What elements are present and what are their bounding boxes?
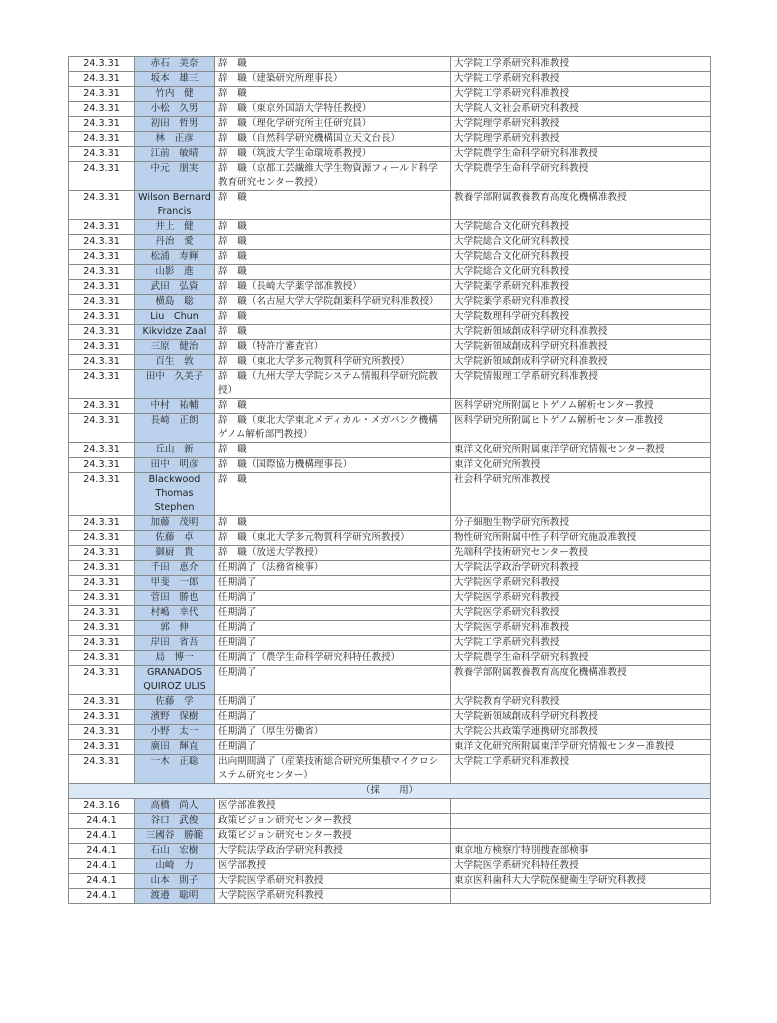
retirement-row (69, 355, 711, 370)
name-cell: 一木 正聡 (135, 755, 215, 784)
post-cell: 大学院情報理工学系研究科准教授 (451, 370, 711, 399)
date-cell: 24.3.31 (69, 414, 135, 443)
retirement-row (69, 370, 711, 399)
date-cell: 24.3.31 (69, 340, 135, 355)
name-cell: Blackwood Thomas Stephen (135, 473, 215, 516)
name-cell: 松浦 寿輝 (135, 250, 215, 265)
name-cell: 局 博一 (135, 651, 215, 666)
post-cell: 教養学部附属教養教育高度化機構准教授 (451, 666, 711, 695)
date-cell: 24.3.31 (69, 325, 135, 340)
date-cell: 24.3.31 (69, 621, 135, 636)
note-cell: 任期満了 (215, 740, 451, 755)
retirement-row (69, 531, 711, 546)
date-cell: 24.3.31 (69, 250, 135, 265)
post-cell: 大学院新領域創成科学研究科准教授 (451, 325, 711, 340)
post-cell: 大学院総合文化研究科教授 (451, 235, 711, 250)
name-cell: 菅田 勝也 (135, 591, 215, 606)
name-cell: 初田 哲男 (135, 117, 215, 132)
post-cell (451, 799, 711, 814)
date-cell: 24.3.31 (69, 162, 135, 191)
retirement-row (69, 666, 711, 695)
post-cell (451, 889, 711, 904)
name-cell: 小野 太一 (135, 725, 215, 740)
post-cell: 大学院農学生命科学研究科教授 (451, 651, 711, 666)
date-cell: 24.4.1 (69, 874, 135, 889)
note-cell: 辞 職 (215, 516, 451, 531)
note-cell: 辞 職（京都工芸繊維大学生物資源フィールド科学教育研究センター教授） (215, 162, 451, 191)
name-cell: 長崎 正朗 (135, 414, 215, 443)
post-cell: 教養学部附属教養教育高度化機構准教授 (451, 191, 711, 220)
post-cell: 大学院総合文化研究科教授 (451, 265, 711, 280)
hiring-row (69, 814, 711, 829)
date-cell: 24.3.31 (69, 546, 135, 561)
hiring-row (69, 874, 711, 889)
note-cell: 医学部准教授 (215, 799, 451, 814)
note-cell: 任期満了 (215, 621, 451, 636)
post-cell: 先端科学技術研究センター教授 (451, 546, 711, 561)
name-cell: 山影 進 (135, 265, 215, 280)
name-cell: 渡邉 聡明 (135, 889, 215, 904)
post-cell: 大学院医学系研究科教授 (451, 576, 711, 591)
date-cell: 24.3.31 (69, 295, 135, 310)
post-cell: 大学院農学生命科学研究科教授 (451, 162, 711, 191)
post-cell: 大学院薬学系研究科准教授 (451, 295, 711, 310)
note-cell: 政策ビジョン研究センター教授 (215, 829, 451, 844)
hiring-row (69, 799, 711, 814)
post-cell: 大学院総合文化研究科教授 (451, 220, 711, 235)
note-cell: 辞 職（東北大学東北メディカル・メガバンク機構ゲノム解析部門教授） (215, 414, 451, 443)
post-cell: 大学院人文社会系研究科教授 (451, 102, 711, 117)
note-cell: 辞 職 (215, 265, 451, 280)
note-cell: 辞 職（九州大学大学院システム情報科学研究院教授） (215, 370, 451, 399)
post-cell: 大学院総合文化研究科教授 (451, 250, 711, 265)
date-cell: 24.3.31 (69, 636, 135, 651)
retirement-row (69, 443, 711, 458)
name-cell: 甲斐 一郎 (135, 576, 215, 591)
note-cell: 辞 職（放送大学教授） (215, 546, 451, 561)
name-cell: 山本 則子 (135, 874, 215, 889)
date-cell: 24.3.16 (69, 799, 135, 814)
post-cell: 大学院医学系研究科教授 (451, 606, 711, 621)
retirement-row (69, 710, 711, 725)
name-cell: 三國谷 勝範 (135, 829, 215, 844)
post-cell: 大学院新領域創成科学研究科准教授 (451, 355, 711, 370)
note-cell: 任期満了 (215, 710, 451, 725)
post-cell: 大学院教育学研究科教授 (451, 695, 711, 710)
name-cell: 廣田 輝直 (135, 740, 215, 755)
note-cell: 辞 職（筑波大学生命環境系教授） (215, 147, 451, 162)
post-cell: 医科学研究所附属ヒトゲノム解析センター教授 (451, 399, 711, 414)
retirement-row (69, 265, 711, 280)
name-cell: 横島 聡 (135, 295, 215, 310)
note-cell: 任期満了 (215, 636, 451, 651)
name-cell: 武田 弘資 (135, 280, 215, 295)
retirement-row (69, 250, 711, 265)
date-cell: 24.3.31 (69, 740, 135, 755)
date-cell: 24.3.31 (69, 310, 135, 325)
name-cell: Kikvidze Zaal (135, 325, 215, 340)
date-cell: 24.4.1 (69, 814, 135, 829)
retirement-row (69, 414, 711, 443)
name-cell: 中元 朋実 (135, 162, 215, 191)
post-cell: 東京医科歯科大大学院保健衛生学研究科教授 (451, 874, 711, 889)
hiring-row (69, 844, 711, 859)
post-cell (451, 814, 711, 829)
post-cell (451, 829, 711, 844)
retirement-row (69, 606, 711, 621)
note-cell: 辞 職 (215, 473, 451, 516)
date-cell: 24.3.31 (69, 473, 135, 516)
note-cell: 任期満了 (215, 576, 451, 591)
name-cell: Liu Chun (135, 310, 215, 325)
retirement-row (69, 755, 711, 784)
personnel-table (68, 56, 711, 904)
post-cell: 物性研究所附属中性子科学研究施設准教授 (451, 531, 711, 546)
date-cell: 24.3.31 (69, 531, 135, 546)
name-cell: 江前 敏晴 (135, 147, 215, 162)
date-cell: 24.3.31 (69, 399, 135, 414)
post-cell: 大学院薬学系研究科准教授 (451, 280, 711, 295)
name-cell: 丹治 愛 (135, 235, 215, 250)
name-cell: 田中 明彦 (135, 458, 215, 473)
retirement-row (69, 147, 711, 162)
name-cell: 三原 健治 (135, 340, 215, 355)
retirement-row (69, 725, 711, 740)
note-cell: 辞 職 (215, 399, 451, 414)
post-cell: 大学院法学政治学研究科教授 (451, 561, 711, 576)
note-cell: 辞 職（東北大学多元物質科学研究所教授） (215, 355, 451, 370)
post-cell: 大学院工学系研究科准教授 (451, 755, 711, 784)
retirement-row (69, 295, 711, 310)
note-cell: 辞 職 (215, 57, 451, 72)
retirement-row (69, 516, 711, 531)
date-cell: 24.3.31 (69, 235, 135, 250)
name-cell: 竹内 健 (135, 87, 215, 102)
retirement-row (69, 280, 711, 295)
name-cell: 田中 久美子 (135, 370, 215, 399)
retirement-row (69, 191, 711, 220)
note-cell: 辞 職（名古屋大学大学院創薬科学研究科准教授） (215, 295, 451, 310)
note-cell: 政策ビジョン研究センター教授 (215, 814, 451, 829)
post-cell: 社会科学研究所准教授 (451, 473, 711, 516)
note-cell: 辞 職（長崎大学薬学部准教授） (215, 280, 451, 295)
note-cell: 辞 職 (215, 325, 451, 340)
retirement-row (69, 621, 711, 636)
date-cell: 24.3.31 (69, 591, 135, 606)
note-cell: 辞 職 (215, 310, 451, 325)
name-cell: GRANADOS QUIROZ ULIS (135, 666, 215, 695)
retirement-row (69, 340, 711, 355)
note-cell: 大学院医学系研究科教授 (215, 889, 451, 904)
retirement-row (69, 695, 711, 710)
name-cell: 加藤 茂明 (135, 516, 215, 531)
name-cell: 佐藤 卓 (135, 531, 215, 546)
note-cell: 任期満了（農学生命科学研究科特任教授） (215, 651, 451, 666)
name-cell: 高橋 尚人 (135, 799, 215, 814)
note-cell: 出向期間満了（産業技術総合研究所集積マイクロシステム研究センター） (215, 755, 451, 784)
date-cell: 24.3.31 (69, 57, 135, 72)
retirement-row (69, 132, 711, 147)
retirement-row (69, 651, 711, 666)
post-cell: 大学院新領域創成科学研究科准教授 (451, 340, 711, 355)
hiring-row (69, 829, 711, 844)
date-cell: 24.3.31 (69, 561, 135, 576)
name-cell: 小松 久男 (135, 102, 215, 117)
hiring-row (69, 889, 711, 904)
retirement-row (69, 576, 711, 591)
retirement-row (69, 636, 711, 651)
post-cell: 大学院工学系研究科教授 (451, 636, 711, 651)
post-cell: 大学院医学系研究科教授 (451, 591, 711, 606)
note-cell: 辞 職（国際協力機構理事長） (215, 458, 451, 473)
post-cell: 大学院理学系研究科教授 (451, 117, 711, 132)
retirement-row (69, 162, 711, 191)
date-cell: 24.3.31 (69, 117, 135, 132)
post-cell: 東洋文化研究所附属東洋学研究情報センター准教授 (451, 740, 711, 755)
name-cell: 中村 祐輔 (135, 399, 215, 414)
date-cell: 24.3.31 (69, 280, 135, 295)
date-cell: 24.3.31 (69, 755, 135, 784)
name-cell: 濱野 保樹 (135, 710, 215, 725)
retirement-row (69, 561, 711, 576)
name-cell: 村嶋 幸代 (135, 606, 215, 621)
date-cell: 24.3.31 (69, 87, 135, 102)
note-cell: 任期満了 (215, 591, 451, 606)
note-cell: 辞 職（東京外国語大学特任教授） (215, 102, 451, 117)
name-cell: 林 正彦 (135, 132, 215, 147)
retirement-row (69, 591, 711, 606)
retirement-row (69, 310, 711, 325)
date-cell: 24.3.31 (69, 443, 135, 458)
date-cell: 24.3.31 (69, 191, 135, 220)
date-cell: 24.3.31 (69, 220, 135, 235)
date-cell: 24.3.31 (69, 695, 135, 710)
section-header-row (69, 784, 711, 799)
retirement-row (69, 117, 711, 132)
name-cell: 山崎 力 (135, 859, 215, 874)
post-cell: 大学院工学系研究科教授 (451, 72, 711, 87)
name-cell: 坂本 雄三 (135, 72, 215, 87)
date-cell: 24.3.31 (69, 666, 135, 695)
note-cell: 任期満了（厚生労働省） (215, 725, 451, 740)
note-cell: 辞 職（理化学研究所主任研究員） (215, 117, 451, 132)
retirement-row (69, 57, 711, 72)
note-cell: 大学院法学政治学研究科教授 (215, 844, 451, 859)
post-cell: 東洋文化研究所附属東洋学研究情報センター教授 (451, 443, 711, 458)
post-cell: 大学院理学系研究科教授 (451, 132, 711, 147)
date-cell: 24.3.31 (69, 265, 135, 280)
name-cell: 佐藤 学 (135, 695, 215, 710)
post-cell: 大学院公共政策学連携研究部教授 (451, 725, 711, 740)
date-cell: 24.3.31 (69, 102, 135, 117)
post-cell: 大学院医学系研究科准教授 (451, 621, 711, 636)
note-cell: 辞 職（東北大学多元物質科学研究所教授） (215, 531, 451, 546)
note-cell: 任期満了 (215, 666, 451, 695)
note-cell: 辞 職 (215, 87, 451, 102)
note-cell: 任期満了（法務省検事） (215, 561, 451, 576)
date-cell: 24.3.31 (69, 132, 135, 147)
date-cell: 24.4.1 (69, 859, 135, 874)
name-cell: 谷口 武俊 (135, 814, 215, 829)
date-cell: 24.4.1 (69, 829, 135, 844)
note-cell: 辞 職 (215, 191, 451, 220)
retirement-row (69, 399, 711, 414)
date-cell: 24.3.31 (69, 710, 135, 725)
name-cell: 岸田 省吾 (135, 636, 215, 651)
post-cell: 大学院新領域創成科学研究科教授 (451, 710, 711, 725)
retirement-row (69, 72, 711, 87)
note-cell: 任期満了 (215, 695, 451, 710)
date-cell: 24.3.31 (69, 72, 135, 87)
date-cell: 24.3.31 (69, 355, 135, 370)
hiring-row (69, 859, 711, 874)
name-cell: 赤石 美奈 (135, 57, 215, 72)
name-cell: 郭 伸 (135, 621, 215, 636)
section-header-hiring: （採 用） (69, 784, 711, 799)
date-cell: 24.3.31 (69, 147, 135, 162)
retirement-row (69, 546, 711, 561)
note-cell: 辞 職 (215, 220, 451, 235)
date-cell: 24.3.31 (69, 725, 135, 740)
date-cell: 24.4.1 (69, 844, 135, 859)
post-cell: 大学院医学系研究科特任教授 (451, 859, 711, 874)
post-cell: 大学院工学系研究科准教授 (451, 57, 711, 72)
note-cell: 辞 職 (215, 250, 451, 265)
name-cell: 石山 宏樹 (135, 844, 215, 859)
name-cell: 千田 恵介 (135, 561, 215, 576)
retirement-row (69, 473, 711, 516)
retirement-row (69, 458, 711, 473)
personnel-table-body (69, 57, 711, 904)
retirement-row (69, 87, 711, 102)
retirement-row (69, 325, 711, 340)
note-cell: 辞 職（特許庁審査官） (215, 340, 451, 355)
note-cell: 辞 職（自然科学研究機構国立天文台長） (215, 132, 451, 147)
name-cell: 百生 敦 (135, 355, 215, 370)
retirement-row (69, 220, 711, 235)
post-cell: 大学院数理科学研究科教授 (451, 310, 711, 325)
date-cell: 24.3.31 (69, 606, 135, 621)
date-cell: 24.3.31 (69, 516, 135, 531)
name-cell: 丘山 新 (135, 443, 215, 458)
note-cell: 任期満了 (215, 606, 451, 621)
note-cell: 辞 職（建築研究所理事長） (215, 72, 451, 87)
date-cell: 24.3.31 (69, 370, 135, 399)
note-cell: 辞 職 (215, 235, 451, 250)
name-cell: 井上 健 (135, 220, 215, 235)
retirement-row (69, 235, 711, 250)
retirement-row (69, 102, 711, 117)
post-cell: 大学院工学系研究科准教授 (451, 87, 711, 102)
post-cell: 分子細胞生物学研究所教授 (451, 516, 711, 531)
note-cell: 辞 職 (215, 443, 451, 458)
date-cell: 24.3.31 (69, 458, 135, 473)
post-cell: 東洋文化研究所教授 (451, 458, 711, 473)
note-cell: 大学院医学系研究科教授 (215, 874, 451, 889)
date-cell: 24.3.31 (69, 576, 135, 591)
name-cell: 御厨 貴 (135, 546, 215, 561)
post-cell: 東京地方検察庁特別捜査部検事 (451, 844, 711, 859)
name-cell: Wilson Bernard Francis (135, 191, 215, 220)
post-cell: 大学院農学生命科学研究科准教授 (451, 147, 711, 162)
date-cell: 24.3.31 (69, 651, 135, 666)
note-cell: 医学部教授 (215, 859, 451, 874)
date-cell: 24.4.1 (69, 889, 135, 904)
retirement-row (69, 740, 711, 755)
post-cell: 医科学研究所附属ヒトゲノム解析センター准教授 (451, 414, 711, 443)
